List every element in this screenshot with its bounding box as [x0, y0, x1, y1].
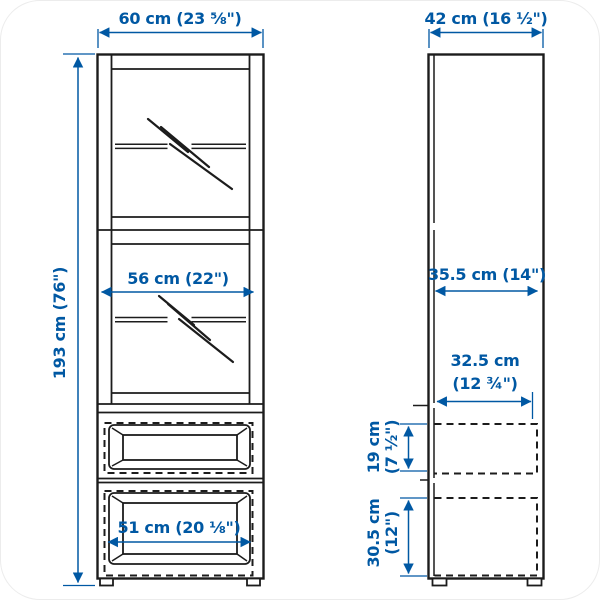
inner-depth-dimension-label: 35.5 cm (14")	[427, 265, 547, 284]
drawer-width-dimension-label: 51 cm (20 ⅛")	[117, 518, 241, 537]
front-width-dimension	[98, 9, 263, 48]
top-drawer	[105, 423, 253, 473]
side-depth-dimension	[424, 9, 547, 48]
furniture-dimension-diagram	[1, 1, 600, 600]
drawer-depth-dimension-label-line1: 32.5 cm	[450, 351, 520, 370]
side-inner-depth-dimension	[428, 265, 546, 291]
side-top-drawer-outline-dashed	[435, 424, 538, 474]
drawer-front	[109, 425, 250, 469]
top-drawer-height-dimension	[364, 420, 427, 474]
bottom-drawer-height-label-line2: (12")	[382, 511, 401, 555]
side-view	[364, 9, 548, 586]
inner-width-dimension-label: 56 cm (22")	[127, 269, 229, 288]
bottom-drawer-height-label-line1: 30.5 cm	[364, 498, 383, 568]
front-width-dimension-label: 60 cm (23 ⅝")	[118, 9, 242, 28]
glass-pane-icon	[148, 119, 232, 189]
glass-pane-icon	[159, 296, 233, 362]
cabinet-foot	[100, 579, 113, 586]
top-drawer-height-label-line2: (7 ½")	[382, 419, 401, 475]
side-bottom-drawer-outline-dashed	[435, 498, 538, 576]
bottom-drawer	[105, 491, 253, 576]
drawer-depth-dimension-label-line2: (12 ¾")	[452, 374, 518, 393]
front-view	[50, 9, 264, 586]
top-glass-door	[112, 69, 250, 217]
bottom-glass-door	[112, 244, 250, 393]
cabinet-foot	[528, 579, 542, 586]
side-drawer-depth-dimension	[437, 351, 533, 419]
cabinet-foot	[247, 579, 260, 586]
bottom-drawer-height-dimension	[364, 498, 427, 576]
side-frame	[427, 55, 547, 579]
side-depth-dimension-label: 42 cm (16 ½")	[424, 9, 548, 28]
front-height-dimension-label: 193 cm (76")	[50, 266, 69, 380]
top-drawer-height-label-line1: 19 cm	[364, 420, 383, 474]
front-inner-width-dimension	[102, 269, 254, 292]
cabinet-foot	[433, 579, 447, 586]
front-height-dimension	[50, 54, 95, 586]
